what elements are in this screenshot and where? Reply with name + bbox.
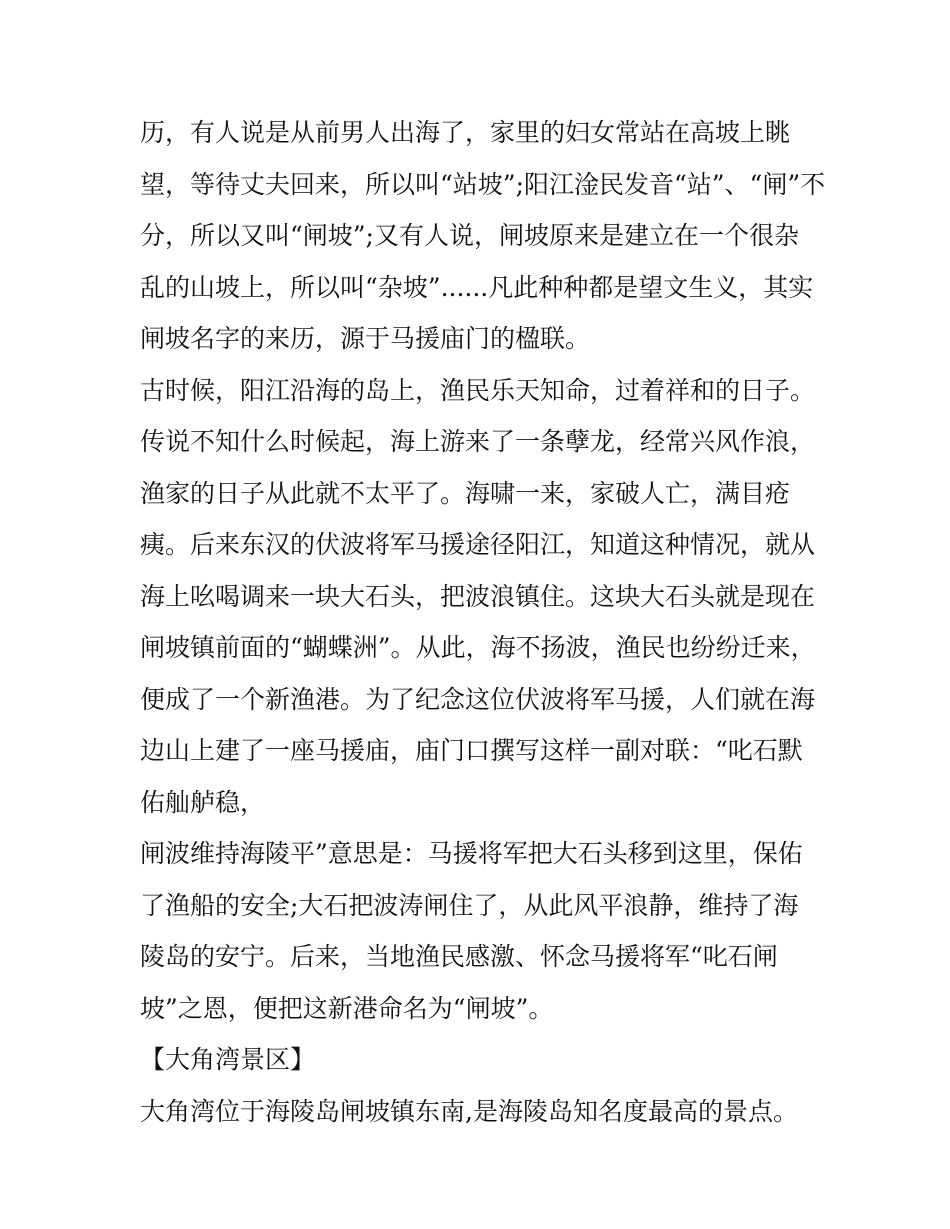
text-line: 历，有人说是从前男人出海了，家里的妇女常站在高坡上眺: [140, 118, 791, 147]
text-line: 望，等待丈夫回来，所以叫“站坡”;阳江淦民发音“站”、“闸”不: [140, 169, 826, 199]
text-line: 陵岛的安宁。后来，当地渔民感激、怀念马援将军“叱石闸: [140, 942, 778, 971]
text-line: 分，所以又叫“闸坡”;又有人说，闸坡原来是建立在一个很杂: [140, 221, 799, 250]
text-line: 渔家的日子从此就不太平了。海啸一来，家破人亡，满目疮: [140, 478, 791, 508]
text-line: 古时候，阳江沿海的岛上，渔民乐天知命，过着祥和的日子。: [140, 375, 816, 405]
text-line: 了渔船的安全;大石把波涛闸住了，从此风平浪静，维持了海: [140, 890, 799, 920]
text-line: 便成了一个新渔港。为了纪念这位伏波将军马援，人们就在海: [140, 684, 816, 714]
text-line: 闸坡名字的来历，源于马援庙门的楹联。: [140, 324, 591, 353]
text-line: 大角湾位于海陵岛闸坡镇东南,是海陵岛知名度最高的景点。: [140, 1096, 798, 1126]
section-heading: 【大角湾景区】: [140, 1045, 316, 1074]
text-line: 痍。后来东汉的伏波将军马援途径阳江，知道这种情况，就从: [140, 530, 816, 559]
text-line: 闸坡镇前面的“蝴蝶洲”。从此，海不扬波，渔民也纷纷迁来，: [140, 633, 816, 662]
text-line: 传说不知什么时候起，海上游来了一条孽龙，经常兴风作浪，: [140, 427, 816, 456]
text-line: 闸波维持海陵平”意思是：马援将军把大石头移到这里，保佑: [140, 839, 803, 868]
text-line: 坡”之恩，便把这新港命名为“闸坡”。: [140, 993, 554, 1023]
body-text: [140, 107, 830, 1137]
text-line: 边山上建了一座马援庙，庙门口撰写这样一副对联：“叱石默: [140, 736, 803, 765]
text-line: 乱的山坡上，所以叫“杂坡”......凡此种种都是望文生义，其实: [140, 272, 814, 302]
text-line: 佑舢舻稳，: [140, 787, 266, 817]
text-line: 海上吆喝调来一块大石头，把波浪镇住。这块大石头就是现在: [140, 581, 816, 611]
